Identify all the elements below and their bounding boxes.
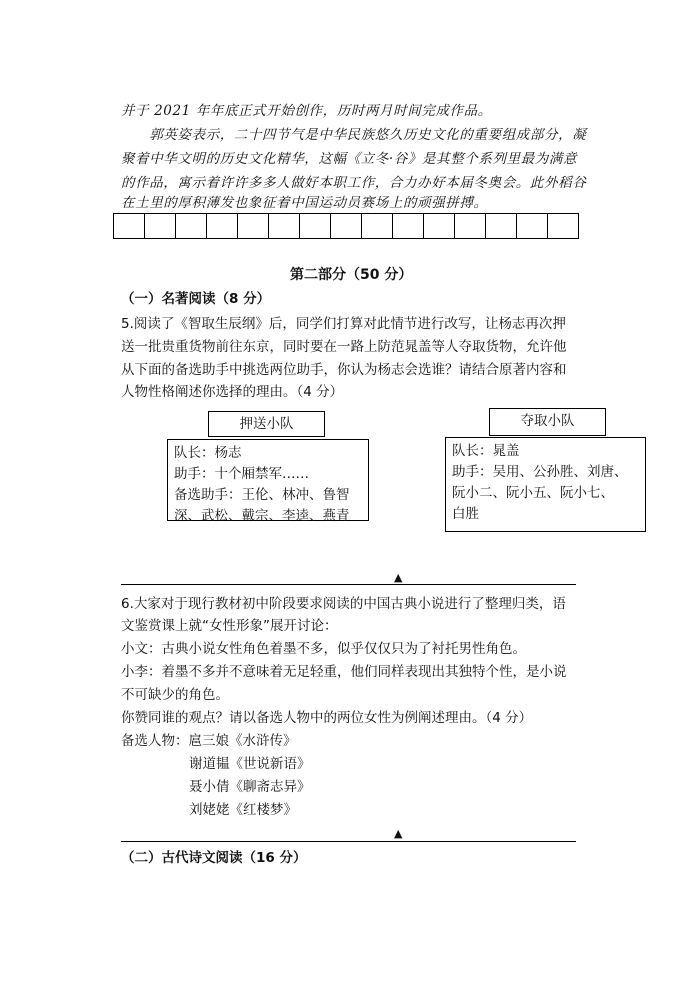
intro-line-4: 的作品，寓示着许许多多人做好本职工作，合力办好本届冬奥会。此外稻谷 bbox=[121, 175, 587, 191]
answer-grid[interactable] bbox=[113, 213, 579, 239]
subsection-title-1: （一）名著阅读（8 分） bbox=[121, 291, 271, 307]
q6-line-4: 小李：着墨不多并不意味着无足轻重，他们同样表现出其独特个性，是小说 bbox=[121, 664, 567, 680]
q6-line-1: 6.大家对于现行教材初中阶段要求阅读的中国古典小说进行了整理归类，语 bbox=[121, 596, 566, 612]
answer-line[interactable] bbox=[121, 584, 576, 585]
q5-line-4: 人物性格阐述你选择的理由。（4 分） bbox=[121, 384, 344, 400]
q6-line-6: 你赞同谁的观点？请以备选人物中的两位女性为例阐述理由。（4 分） bbox=[121, 710, 533, 726]
grid-cell[interactable] bbox=[114, 213, 145, 239]
grid-cell[interactable] bbox=[517, 213, 548, 239]
seize-helpers-1: 助手：吴用、公孙胜、刘唐、 bbox=[452, 464, 628, 480]
intro-line-2: 郭英姿表示，二十四节气是中华民族悠久历史文化的重要组成部分，凝 bbox=[121, 127, 587, 143]
answer-marker: ▲ bbox=[394, 827, 403, 840]
grid-cell[interactable] bbox=[238, 213, 269, 239]
grid-cell[interactable] bbox=[269, 213, 300, 239]
seize-captain: 队长：晁盖 bbox=[452, 443, 520, 459]
q6-line-2: 文鉴赏课上就“女性形象”展开讨论： bbox=[121, 618, 338, 634]
seize-team-box bbox=[445, 437, 646, 532]
intro-line-1: 并于 2021 年年底正式开始创作，历时两月时间完成作品。 bbox=[121, 103, 492, 119]
grid-cell[interactable] bbox=[207, 213, 238, 239]
escort-team-box bbox=[167, 439, 369, 524]
seize-helpers-2: 阮小二、阮小五、阮小七、 bbox=[452, 485, 614, 501]
escort-captain: 队长：杨志 bbox=[174, 445, 242, 461]
escort-team-label: 押送小队 bbox=[208, 411, 325, 437]
escort-candidates-2: 深、武松、戴宗、李逵、燕青 bbox=[174, 508, 350, 524]
q6-candidate-3: 聂小倩《聊斋志异》 bbox=[189, 779, 311, 795]
escort-candidates-1: 备选助手：王伦、林冲、鲁智 bbox=[174, 487, 350, 503]
subsection-title-2: （二）古代诗文阅读（16 分） bbox=[121, 850, 307, 866]
seize-team-label: 夺取小队 bbox=[489, 408, 606, 436]
answer-line[interactable] bbox=[121, 841, 576, 842]
q5-line-1: 5.阅读了《智取生辰纲》后，同学们打算对此情节进行改写，让杨志再次押 bbox=[121, 316, 566, 332]
section-title: 第二部分（50 分） bbox=[290, 267, 413, 283]
grid-cell[interactable] bbox=[393, 213, 424, 239]
q6-line-3: 小文：古典小说女性角色着墨不多，似乎仅仅只为了衬托男性角色。 bbox=[121, 641, 526, 657]
q5-line-3: 从下面的备选助手中挑选两位助手，你认为杨志会选谁？请结合原著内容和 bbox=[121, 362, 567, 378]
grid-cell[interactable] bbox=[455, 213, 486, 239]
q6-candidate-2: 谢道韫《世说新语》 bbox=[189, 756, 311, 772]
grid-cell[interactable] bbox=[300, 213, 331, 239]
grid-cell[interactable] bbox=[176, 213, 207, 239]
grid-cell[interactable] bbox=[331, 213, 362, 239]
q6-candidate-1: 备选人物：扈三娘《水浒传》 bbox=[121, 733, 297, 749]
seize-helpers-3: 白胜 bbox=[452, 506, 479, 522]
grid-cell[interactable] bbox=[486, 213, 517, 239]
q6-candidate-4: 刘姥姥《红楼梦》 bbox=[189, 802, 297, 818]
q5-line-2: 送一批贵重货物前往东京，同时要在一路上防范晁盖等人夺取货物，允许他 bbox=[121, 339, 567, 355]
intro-line-5: 在土里的厚积薄发也象征着中国运动员赛场上的顽强拼搏。 bbox=[121, 195, 488, 211]
grid-cell[interactable] bbox=[548, 213, 579, 239]
answer-marker: ▲ bbox=[394, 571, 403, 584]
q6-line-5: 不可缺少的角色。 bbox=[121, 687, 229, 703]
grid-cell[interactable] bbox=[145, 213, 176, 239]
grid-cell[interactable] bbox=[362, 213, 393, 239]
intro-line-3: 聚着中华文明的历史文化精华，这幅《立冬·谷》是其整个系列里最为满意 bbox=[121, 151, 578, 167]
grid-cell[interactable] bbox=[424, 213, 455, 239]
escort-helpers: 助手：十个厢禁军…… bbox=[174, 466, 309, 482]
